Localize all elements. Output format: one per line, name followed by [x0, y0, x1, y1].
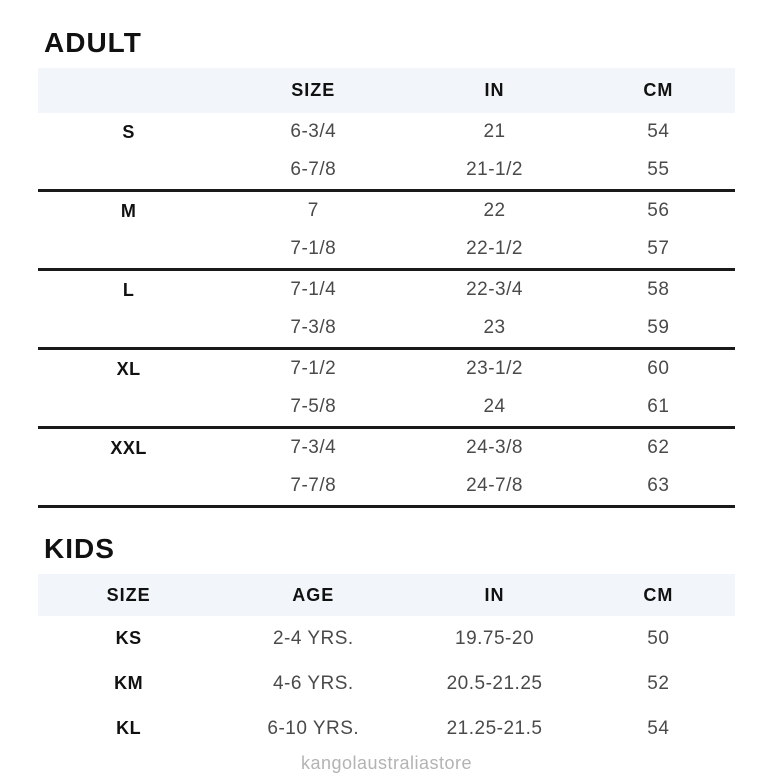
kids-section-title: KIDS [44, 533, 115, 564]
row-label: XXL [110, 437, 147, 458]
cell-size: 7-1/8 [290, 238, 337, 259]
table-row [38, 191, 735, 231]
table-row [38, 349, 735, 389]
table-row [38, 151, 735, 191]
cell-in: 22-3/4 [466, 279, 523, 300]
cell-cm: 54 [647, 121, 670, 142]
cell-size: 7-3/8 [290, 317, 337, 338]
table-row [38, 309, 735, 349]
row-label-empty [38, 230, 219, 270]
row-label: L [122, 279, 135, 300]
cell-cm: 59 [647, 317, 670, 338]
kids-header-row [38, 574, 735, 616]
table-row [38, 388, 735, 428]
cell-size: 7 [307, 200, 319, 221]
kids-header-in: IN [407, 574, 581, 616]
adult-group-xl [38, 349, 735, 428]
cell-cm: 56 [647, 200, 670, 221]
cell-age: 2-4 YRS. [272, 627, 354, 649]
cell-age: 6-10 YRS. [267, 717, 360, 739]
cell-in: 24 [483, 396, 506, 417]
cell-cm: 57 [647, 238, 670, 259]
row-label-empty [38, 388, 219, 428]
adult-header-row [38, 68, 735, 113]
kids-header-cm: CM [582, 574, 735, 616]
table-row [38, 661, 735, 706]
cell-size: 7-7/8 [290, 475, 337, 496]
cell-size: 7-3/4 [290, 437, 337, 458]
adult-header-cm: CM [582, 68, 735, 113]
cell-size: 7-1/4 [290, 279, 337, 300]
table-row [38, 428, 735, 468]
cell-in: 24-3/8 [466, 437, 523, 458]
adult-size-table [38, 68, 735, 508]
cell-in: 21-1/2 [466, 159, 523, 180]
adult-group-s [38, 113, 735, 191]
cell-cm: 58 [647, 279, 670, 300]
cell-in: 24-7/8 [466, 475, 523, 496]
row-label: XL [116, 358, 141, 379]
table-row [38, 113, 735, 151]
row-label: S [122, 121, 135, 142]
cell-size: 6-3/4 [290, 121, 337, 142]
row-label-empty [38, 467, 219, 507]
row-label: M [120, 200, 137, 221]
cell-size: 7-5/8 [290, 396, 337, 417]
cell-in: 21 [483, 121, 506, 142]
cell-cm: 62 [647, 437, 670, 458]
cell-in: 22-1/2 [466, 238, 523, 259]
adult-group-xxl [38, 428, 735, 507]
adult-header-blank [38, 68, 219, 113]
row-label: KL [116, 718, 142, 738]
cell-in: 19.75-20 [455, 627, 535, 649]
cell-in: 23-1/2 [466, 358, 523, 379]
cell-cm: 50 [647, 627, 670, 649]
table-row [38, 270, 735, 310]
adult-group-l [38, 270, 735, 349]
cell-cm: 60 [647, 358, 670, 379]
cell-cm: 54 [647, 717, 670, 739]
table-row [38, 467, 735, 507]
cell-size: 6-7/8 [290, 159, 337, 180]
cell-in: 21.25-21.5 [446, 717, 543, 739]
row-label: KM [114, 673, 144, 693]
kids-size-table [38, 574, 735, 751]
row-label-empty [38, 309, 219, 349]
kids-header-age: AGE [219, 574, 407, 616]
cell-in: 22 [483, 200, 506, 221]
table-row [38, 706, 735, 751]
cell-in: 20.5-21.25 [446, 672, 543, 694]
adult-section-title: ADULT [44, 27, 142, 58]
row-label: KS [115, 628, 142, 648]
cell-cm: 55 [647, 159, 670, 180]
table-row [38, 230, 735, 270]
cell-age: 4-6 YRS. [272, 672, 354, 694]
cell-cm: 52 [647, 672, 670, 694]
kids-header-size: SIZE [38, 574, 219, 616]
store-watermark: kangolaustraliastore [300, 753, 473, 773]
adult-group-m [38, 191, 735, 270]
row-label-empty [38, 151, 219, 191]
cell-in: 23 [483, 317, 506, 338]
adult-header-in: IN [407, 68, 581, 113]
cell-size: 7-1/2 [290, 358, 337, 379]
cell-cm: 63 [647, 475, 670, 496]
adult-header-size: SIZE [219, 68, 407, 113]
table-row [38, 616, 735, 661]
cell-cm: 61 [647, 396, 670, 417]
